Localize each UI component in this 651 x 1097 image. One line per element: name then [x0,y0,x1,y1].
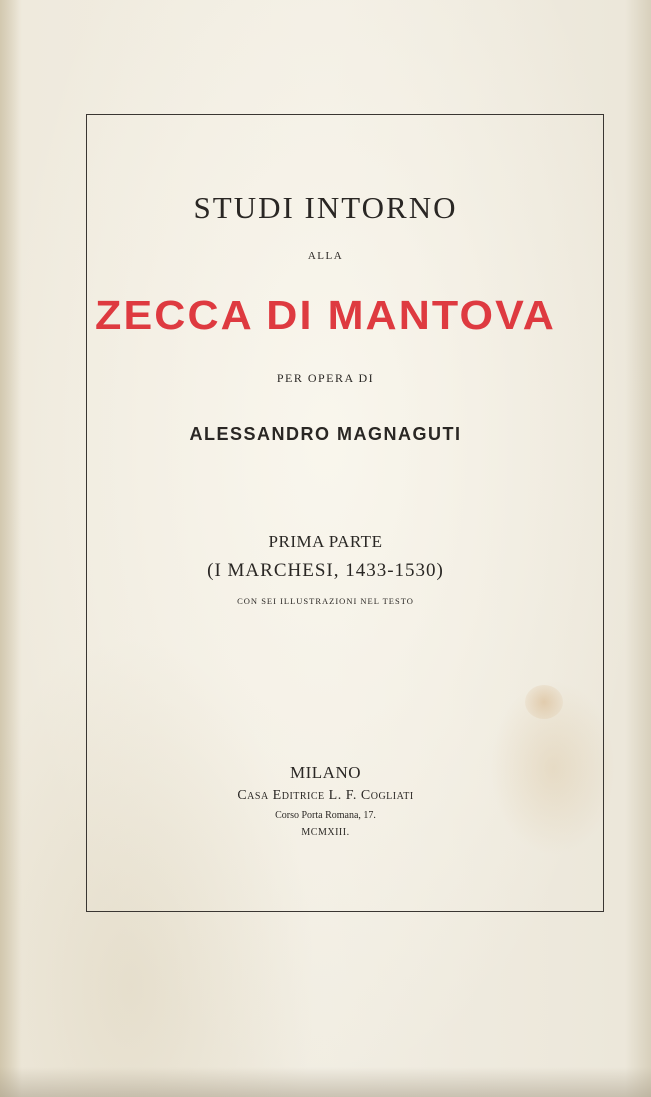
author-name: ALESSANDRO MAGNAGUTI [189,424,462,444]
imprint-publisher: Casa Editrice L. F. Cogliati [237,788,414,803]
title-line-alla: ALLA [307,250,344,262]
by-line: PER OPERA DI [276,371,375,385]
page-bottom-edge [0,1067,651,1097]
main-title: ZECCA DI MANTOVA [95,292,556,338]
illustrations-note: CON SEI ILLUSTRAZIONI NEL TESTO [237,596,414,606]
imprint-address: Corso Porta Romana, 17. [275,810,376,821]
part-label: PRIMA PARTE [268,532,383,551]
title-line-studi: STUDI INTORNO [193,190,458,225]
imprint-year: MCMXIII. [301,827,350,838]
imprint-city: MILANO [290,763,361,782]
subtitle: (I MARCHESI, 1433-1530) [207,560,444,581]
